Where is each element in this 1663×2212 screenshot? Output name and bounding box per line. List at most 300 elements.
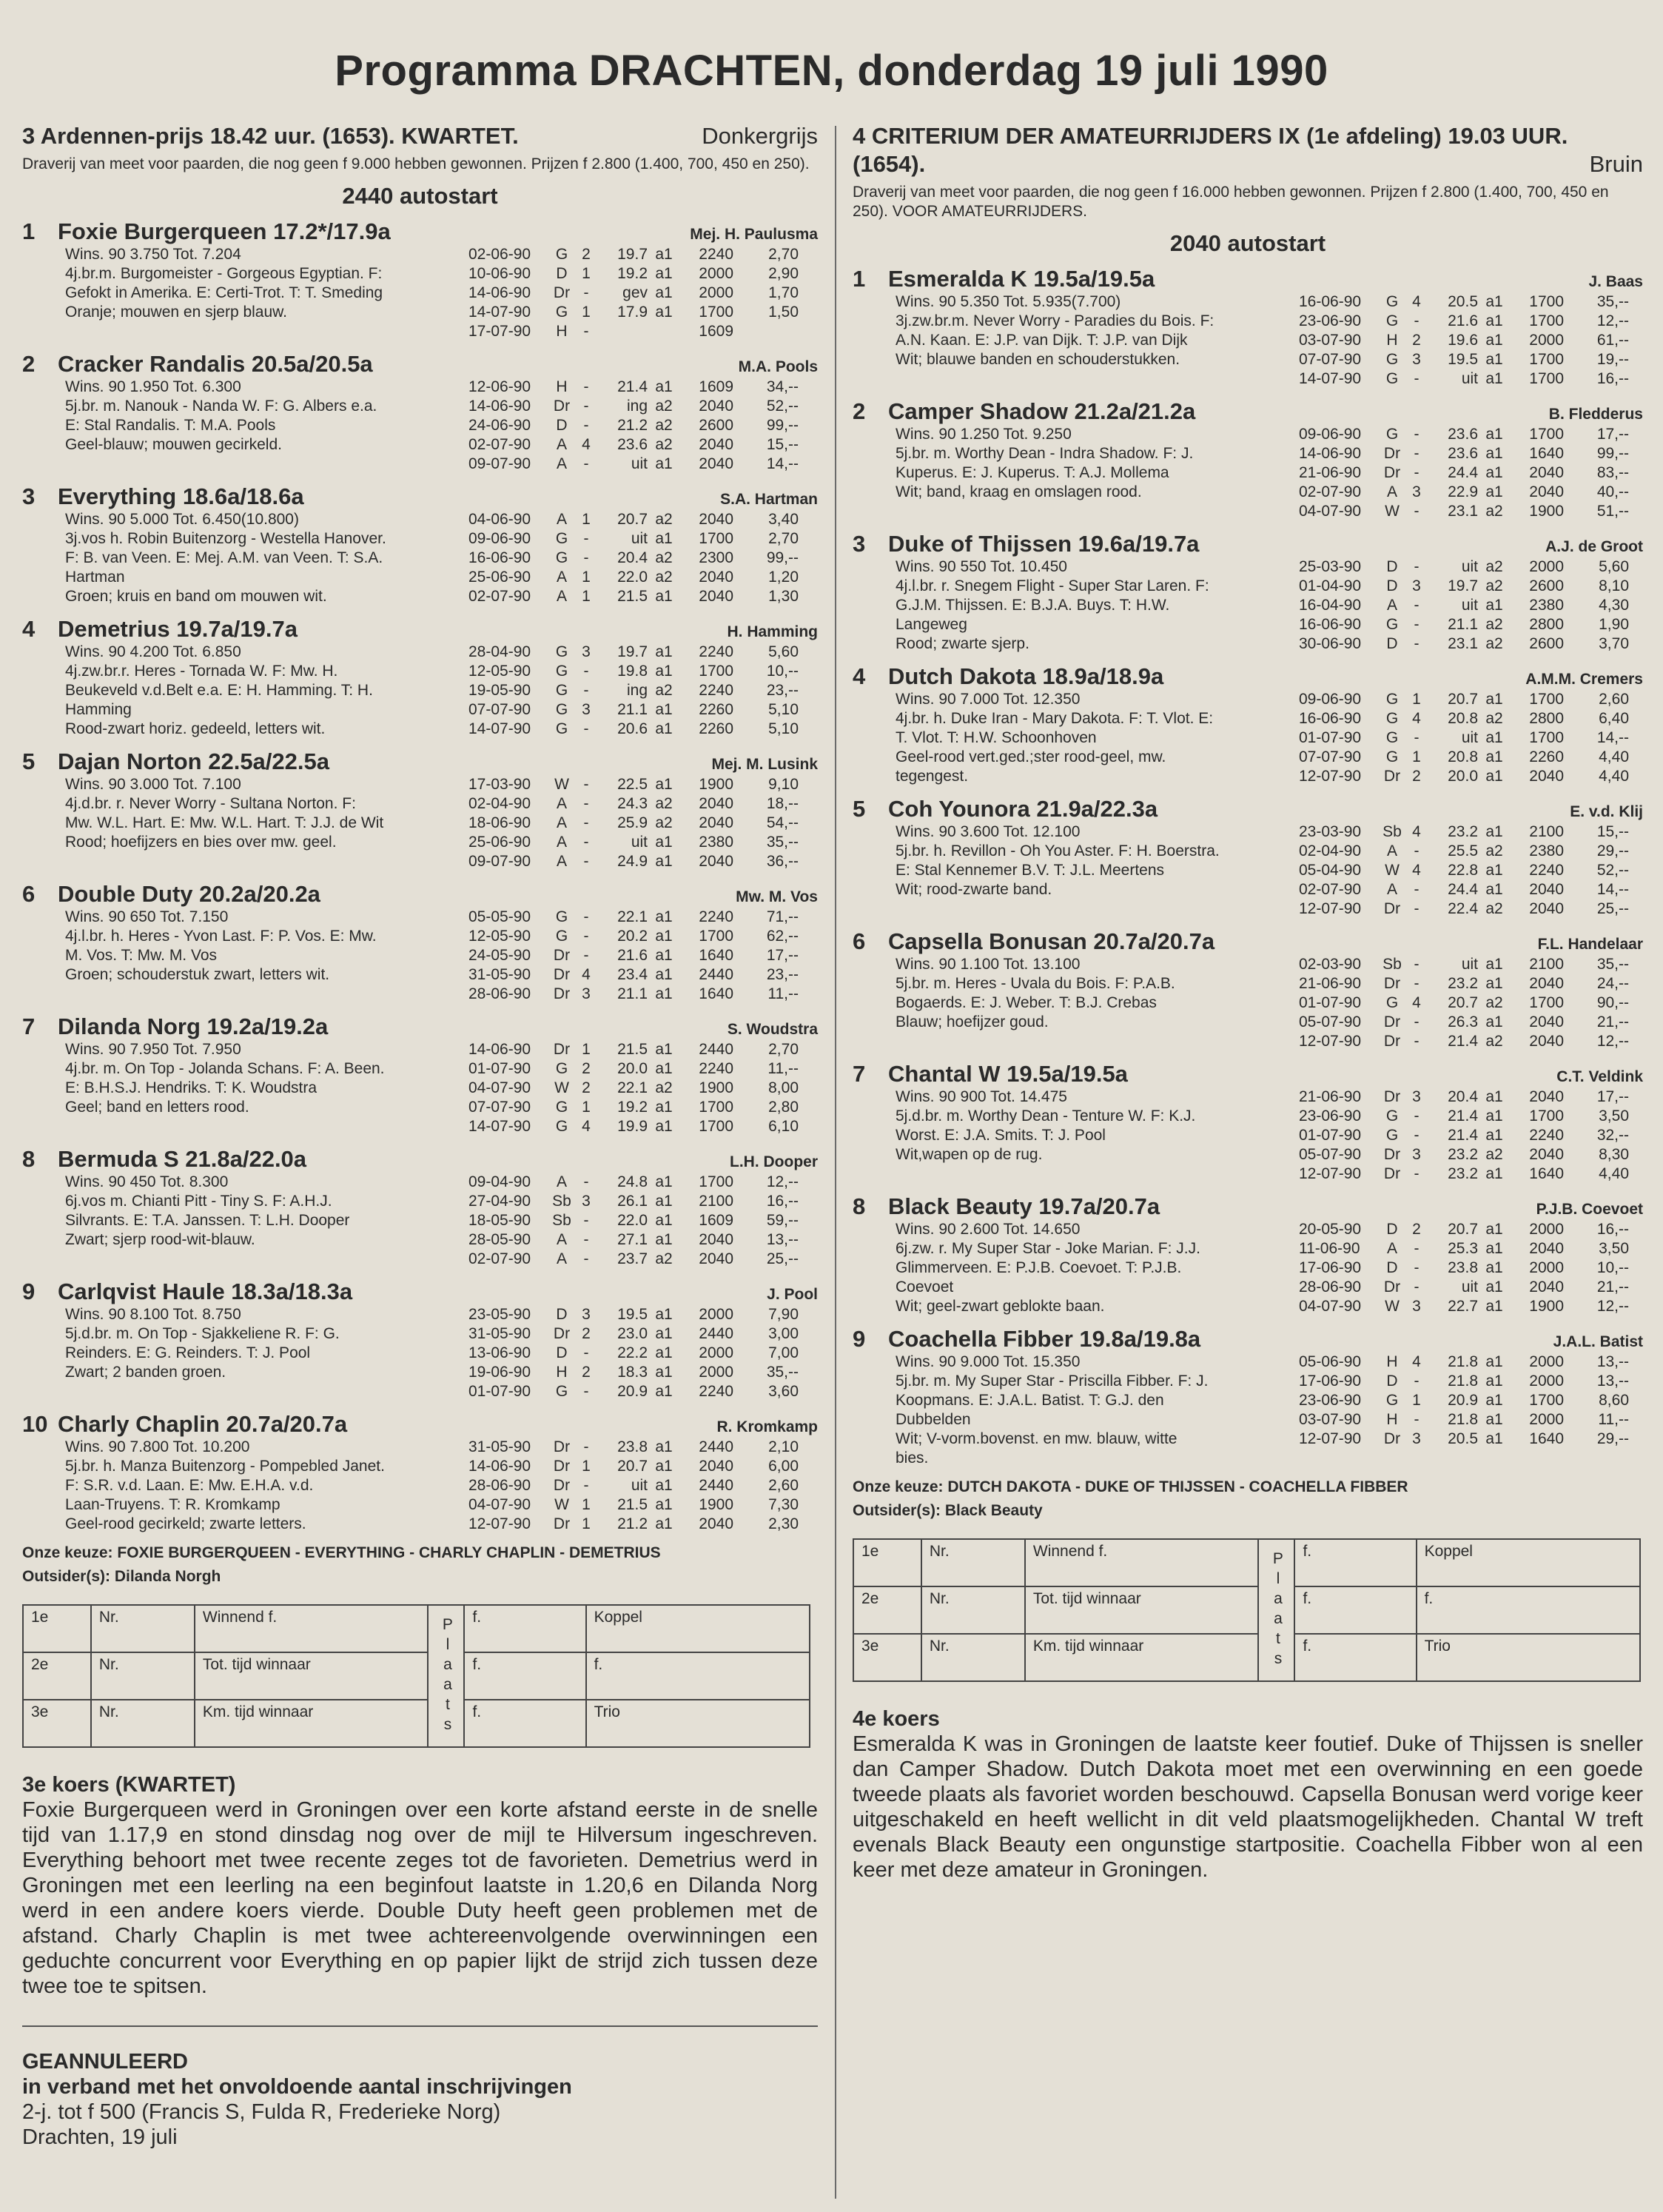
result-distance: 2040 [1529,1146,1564,1163]
result-track: D [556,1344,568,1361]
result-band: a1 [1485,312,1503,329]
result-distance: 2040 [699,588,733,605]
result-odds: 4,30 [1599,597,1629,614]
result-band: a1 [655,1438,673,1455]
horse-results [1299,690,1643,786]
result-row [468,1438,818,1457]
result-position: 4 [1412,1353,1421,1370]
result-distance: 1700 [699,1118,733,1135]
result-distance: 2040 [1529,900,1564,917]
horse-info-line: E: B.H.S.J. Hendriks. T: K. Woudstra [65,1079,318,1096]
result-band: a2 [1485,994,1503,1011]
result-odds: 13,-- [766,1231,799,1248]
result-odds: 2,80 [768,1099,799,1116]
race-heading-text: 4 CRITERIUM DER AMATEURRIJDERS IX (1e afdeling) 19.03 UUR. (1654). [853,123,1568,177]
result-position: - [583,549,589,566]
result-position: - [1414,1278,1420,1296]
result-band: a2 [655,814,673,831]
result-position: - [583,398,589,415]
result-distance: 1900 [699,776,733,793]
horse-body [853,425,1643,521]
comment-text: Esmeralda K was in Groningen de laatste keer foutief. Duke of Thijssen is sneller dan Camper Shadow. Dutch Dakota moet met een overwinning en een goede tweede plaats als favoriet worden beschouwd. Capsella Bonusan werd vorige keer uitgeschakeld en heeft wellicht in dit veld plaatsmogelijkheden. Chantal W treft evenals Black Beauty een ongunstige startpositie. Coachella Fibber won al een keer met deze amateur in Groningen. [853,1732,1643,1882]
result-position: - [583,1212,589,1229]
result-position: - [583,853,589,870]
result-row [1299,1032,1643,1051]
result-row [1299,1430,1643,1449]
result-position: 1 [582,304,591,321]
horse-header [853,663,1643,690]
f-cell: f. [1294,1539,1416,1586]
result-entry-table [853,1538,1641,1682]
result-date: 24-05-90 [468,947,531,964]
label-cell: Km. tijd winnaar [195,1700,428,1747]
column-divider [835,126,836,2199]
horse-info-line: E: Stal Kennemer B.V. T: J.L. Meertens [896,862,1165,879]
horse-info-line: 6j.vos m. Chianti Pitt - Tiny S. F: A.H.J. [65,1193,332,1210]
result-time: 22.1 [617,908,648,925]
horse-info [65,378,468,474]
result-time: 20.4 [1448,1088,1478,1105]
horse-results [1299,557,1643,654]
result-band: a2 [1485,710,1503,727]
result-distance: 2240 [699,1060,733,1077]
result-distance: 1700 [699,304,733,321]
horse-header [853,531,1643,557]
result-row [1299,728,1643,748]
horse-info-line: Wins. 90 8.100 Tot. 8.750 [65,1306,241,1323]
result-band: a1 [655,985,673,1002]
f-cell: f. [464,1605,585,1652]
result-distance: 1700 [1529,691,1564,708]
result-time: 20.6 [617,720,648,737]
result-band: a1 [655,643,673,660]
result-odds: 8,10 [1599,577,1629,594]
result-row [468,322,818,341]
result-time: 19.7 [1448,577,1478,594]
result-time: 19.2 [617,265,648,282]
result-odds: 17,-- [1596,1088,1629,1105]
horse-info [65,1438,468,1534]
result-position: - [1414,1259,1420,1276]
result-band: a1 [655,1212,673,1229]
result-odds: 99,-- [1596,445,1629,462]
horse-name: Esmeralda K 19.5a/19.5a [888,266,1155,292]
horse-results [468,1305,818,1401]
horse-body [853,292,1643,389]
result-row [468,1192,818,1211]
result-time: 23.1 [1448,503,1478,520]
result-time: 22.9 [1448,483,1478,500]
horse-driver: Mej. H. Paulusma [690,226,818,243]
horse-entry [22,616,818,739]
horse-info-line: Wins. 90 550 Tot. 10.450 [896,558,1067,575]
result-odds: 8,60 [1599,1392,1629,1409]
f-cell: f. [1294,1634,1416,1681]
horse-info [896,822,1299,919]
horse-info [896,1220,1299,1316]
result-row [468,643,818,662]
result-odds: 5,60 [768,643,799,660]
result-odds: 14,-- [766,455,799,472]
result-time: uit [1461,1278,1478,1296]
result-date: 21-06-90 [1299,975,1362,992]
horse-body [22,1173,818,1269]
horse-info-line: Koopmans. E: J.A.L. Batist. T: G.J. den [896,1392,1164,1409]
result-time: 21.6 [1448,312,1478,329]
result-track: Dr [1383,1033,1401,1050]
result-time: 20.4 [617,549,648,566]
result-row [1299,861,1643,880]
result-distance: 2240 [1529,862,1564,879]
horse-body [22,378,818,474]
result-time: 20.8 [1448,748,1478,765]
result-track: D [556,417,568,434]
result-row [468,284,818,303]
result-date: 14-06-90 [468,398,531,415]
result-row [468,794,818,814]
result-date: 16-06-90 [1299,293,1362,310]
result-position: 2 [582,1364,591,1381]
horse-driver: S.A. Hartman [720,491,818,508]
place-cell: 3e [853,1634,921,1681]
result-position: 1 [582,1099,591,1116]
horse-driver: C.T. Veldink [1556,1068,1643,1085]
result-odds: 1,20 [768,569,799,586]
result-distance: 2000 [1529,558,1564,575]
result-band: a1 [1485,975,1503,992]
result-position: 3 [582,1306,591,1323]
result-track: A [1386,597,1397,614]
result-odds: 29,-- [1596,842,1629,859]
f-cell: f. [464,1700,585,1747]
result-date: 05-06-90 [1299,1353,1362,1370]
place-cell: 3e [23,1700,91,1747]
result-band: a1 [1485,1392,1503,1409]
result-position: - [1414,370,1420,387]
horse-entry [853,266,1643,389]
result-odds: 32,-- [1596,1127,1629,1144]
result-band: a1 [655,588,673,605]
result-odds: 12,-- [1596,312,1629,329]
result-position: 1 [582,569,591,586]
result-position: - [583,417,589,434]
result-row [1299,822,1643,842]
result-distance: 1700 [1529,293,1564,310]
result-track: Sb [552,1193,571,1210]
result-time: 21.4 [1448,1127,1478,1144]
result-date: 28-06-90 [1299,1278,1362,1296]
result-date: 05-04-90 [1299,862,1362,879]
result-position: - [1414,426,1420,443]
result-odds: 3,70 [1599,635,1629,652]
result-track: G [1385,426,1399,443]
result-band: a1 [1485,483,1503,500]
result-track: G [1385,370,1399,387]
result-date: 09-06-90 [468,530,531,547]
horse-info [65,245,468,341]
horse-driver: B. Fledderus [1548,406,1643,423]
result-odds: 3,50 [1599,1107,1629,1125]
result-date: 20-05-90 [1299,1221,1362,1238]
result-time: uit [631,1477,648,1494]
result-distance: 1700 [1529,351,1564,368]
horse-info-line: bies. [896,1449,929,1467]
outsiders: Outsider(s): Black Beauty [853,1502,1043,1519]
result-distance: 2240 [699,908,733,925]
horse-driver: E. v.d. Klij [1570,803,1643,820]
horse-info-line: 5j.d.br. m. On Top - Sjakkeliene R. F: G. [65,1325,340,1342]
result-track: H [556,323,568,340]
result-time: 24.9 [617,853,648,870]
horse-header [853,928,1643,955]
result-date: 02-07-90 [468,436,531,453]
result-time: 20.9 [1448,1392,1478,1409]
result-band: a1 [1485,293,1503,310]
result-odds: 6,10 [768,1118,799,1135]
result-date: 18-05-90 [468,1212,531,1229]
result-date: 09-04-90 [468,1173,531,1190]
f-cell: f. [464,1652,585,1700]
result-distance: 2000 [699,1364,733,1381]
result-band: a1 [1485,1298,1503,1315]
result-odds: 25,-- [766,1250,799,1267]
result-time: 23.2 [1448,823,1478,840]
result-track: Dr [553,1477,571,1494]
horse-info-line: 5j.d.br. m. Worthy Dean - Tenture W. F: K.J. [896,1107,1196,1125]
result-distance: 2600 [699,417,733,434]
horse-info-line: Kuperus. E: J. Kuperus. T: A.J. Mollema [896,464,1169,481]
horse-name: Demetrius 19.7a/19.7a [58,616,298,642]
result-track: Dr [1383,975,1401,992]
result-time: 25.9 [617,814,648,831]
result-track: A [556,853,567,870]
result-row [468,965,818,985]
race-description: Draverij van meet voor paarden, die nog geen f 9.000 hebben gewonnen. Prijzen f 2.800 (1.400, 700, 450 en 250). [22,155,810,172]
result-date: 02-07-90 [1299,483,1362,500]
comment-text: Foxie Burgerqueen werd in Groningen over een korte afstand eerste in de snelle tijd van 1.17,9 en stond dinsdag nog over de mijl te Hilversum ingeschreven. Everything behoort met twee recente zeges tot de favorieten. Demetrius werd in Groningen met een leerling na een beginfout laatste in 1.20,6 en Dilanda Norg werd in een andere koers vierde. Double Duty heeft geen problemen met de afstand. Charly Chaplin is met twee achtereenvolgende overwinningen een geduchte concurrent voor Everything en op papier lijkt de strijd zich tussen deze twee toe te spitsen. [22,1798,818,1998]
horse-info-line: 5j.br. h. Revillon - Oh You Aster. F: H. Boerstra. [896,842,1220,859]
horse-body [853,690,1643,786]
result-position: - [1414,1013,1420,1030]
result-date: 23-06-90 [1299,312,1362,329]
horse-info [65,1173,468,1269]
result-time: 19.8 [617,663,648,680]
result-time: 17.9 [617,304,648,321]
result-time: 25.5 [1448,842,1478,859]
result-row [1299,369,1643,389]
result-distance: 1700 [1529,312,1564,329]
horse-number: 8 [853,1193,866,1219]
result-time: 20.0 [617,1060,648,1077]
result-track: Dr [1383,1165,1401,1182]
result-position: - [1414,616,1420,633]
result-time: 23.6 [617,436,648,453]
result-time: 23.4 [617,966,648,983]
result-track: Dr [553,1438,571,1455]
result-band: a1 [655,1515,673,1532]
horse-name: Foxie Burgerqueen 17.2*/17.9a [58,218,391,244]
result-track: Dr [553,947,571,964]
result-position: - [1414,1411,1420,1428]
result-row [468,720,818,739]
result-date: 31-05-90 [468,966,531,983]
horse-number: 2 [853,398,866,424]
result-odds: 2,30 [768,1515,799,1532]
horse-number: 3 [853,531,866,557]
comment-title: 3e koers (KWARTET) [22,1773,236,1797]
result-row [1299,1353,1643,1372]
result-date: 12-06-90 [468,378,531,395]
label-cell: Km. tijd winnaar [1025,1634,1258,1681]
horse-results [468,245,818,341]
result-date: 07-07-90 [468,1099,531,1116]
result-time: 21.4 [1448,1107,1478,1125]
result-date: 14-06-90 [468,284,531,301]
result-time: 20.5 [1448,293,1478,310]
result-odds: 7,90 [768,1306,799,1323]
result-position: 4 [582,966,591,983]
result-time: 20.7 [1448,994,1478,1011]
result-distance: 2040 [1529,464,1564,481]
result-band: a2 [655,549,673,566]
result-entry-table [22,1604,810,1748]
result-band: a1 [1485,464,1503,481]
result-row [468,852,818,871]
result-time: 20.8 [1448,710,1478,727]
result-band: a1 [655,1060,673,1077]
horse-info-line: Zwart; 2 banden groen. [65,1364,226,1381]
result-track: Dr [1383,768,1401,785]
result-distance: 2000 [1529,1259,1564,1276]
result-position: - [583,776,589,793]
result-track: Dr [553,1041,571,1058]
result-date: 04-07-90 [1299,503,1362,520]
result-band: a1 [655,1041,673,1058]
result-date: 11-06-90 [1299,1240,1360,1257]
result-date: 13-06-90 [468,1344,531,1361]
result-distance: 2040 [699,853,733,870]
result-date: 14-06-90 [468,1041,531,1058]
result-row [1299,880,1643,899]
horse-info-line: Beukeveld v.d.Belt e.a. E: H. Hamming. T: H. [65,682,373,699]
horse-entry [853,1193,1643,1316]
result-odds: 1,30 [768,588,799,605]
horse-body [22,1438,818,1534]
comment-title: 4e koers [853,1707,940,1731]
horse-driver: L.H. Dooper [730,1153,818,1170]
horse-info-line: Zwart; sjerp rood-wit-blauw. [65,1231,255,1248]
result-row [468,1344,818,1363]
horse-header [22,881,818,908]
result-date: 09-07-90 [468,455,531,472]
result-row [468,397,818,416]
result-band: a2 [655,417,673,434]
result-band: a1 [655,947,673,964]
result-track: G [555,246,568,263]
result-date: 01-07-90 [1299,1127,1362,1144]
result-band: a1 [655,834,673,851]
result-odds: 4,40 [1599,768,1629,785]
result-time: 22.0 [617,569,648,586]
result-position: - [583,663,589,680]
result-row [1299,577,1643,596]
result-time: uit [1461,729,1478,746]
result-date: 31-05-90 [468,1325,531,1342]
result-date: 30-06-90 [1299,635,1362,652]
horse-info [65,510,468,606]
horse-body [22,1040,818,1136]
result-date: 05-05-90 [468,908,531,925]
result-band: a1 [655,1477,673,1494]
result-distance: 2300 [699,549,733,566]
result-track: W [1385,862,1400,879]
result-track: W [554,1079,569,1096]
horse-header [22,748,818,775]
result-track: G [555,643,568,660]
horse-number: 6 [853,928,866,954]
result-position: - [583,1173,589,1190]
result-date: 02-07-90 [1299,881,1362,898]
result-band: a1 [1485,956,1503,973]
result-position: - [1414,1107,1420,1125]
result-date: 25-06-90 [468,834,531,851]
result-date: 02-04-90 [1299,842,1362,859]
horse-info-line: Geel-blauw; mouwen gecirkeld. [65,436,282,453]
horse-driver: Mw. M. Vos [736,888,818,905]
result-distance: 1609 [699,378,733,395]
result-odds: 2,70 [768,246,799,263]
result-track: G [555,720,568,737]
horse-info [65,1040,468,1136]
horse-body [853,955,1643,1051]
result-distance: 2240 [699,1383,733,1400]
result-band: a1 [1485,768,1503,785]
result-row [1299,748,1643,767]
result-odds: 2,60 [768,1477,799,1494]
result-position: - [1414,975,1420,992]
result-position: 2 [582,1079,591,1096]
koppel-cell: Koppel [1417,1539,1640,1586]
plaats-cell: Plaats [1258,1539,1294,1681]
result-date: 23-06-90 [1299,1392,1362,1409]
result-odds: 9,10 [768,776,799,793]
result-distance: 1700 [1529,729,1564,746]
result-position: - [583,928,589,945]
horse-info-line: A.N. Kaan. E: J.P. van Dijk. T: J.P. van Dijk [896,332,1188,349]
result-date: 09-06-90 [1299,426,1362,443]
result-track: G [1385,729,1399,746]
result-position: 1 [1412,691,1421,708]
result-odds: 61,-- [1596,332,1629,349]
result-position: - [583,378,589,395]
result-band: a1 [1485,445,1503,462]
result-band: a2 [655,682,673,699]
horse-info-line: 4j.zw.br.r. Heres - Tornada W. F: Mw. H. [65,663,338,680]
result-date: 19-06-90 [468,1364,531,1381]
horse-info-line: Wit; blauwe banden en schouderstukken. [896,351,1180,368]
result-date: 25-06-90 [468,569,531,586]
result-date: 17-07-90 [468,323,531,340]
result-track: G [1385,1107,1399,1125]
result-date: 02-04-90 [468,795,531,812]
result-time: 26.1 [617,1193,648,1210]
result-track: D [1386,1221,1398,1238]
result-band: a2 [1485,503,1503,520]
result-band: a1 [1485,370,1503,387]
result-distance: 2240 [1529,1127,1564,1144]
horse-name: Coh Younora 21.9a/22.3a [888,796,1158,822]
horse-info-line: 5j.br. m. My Super Star - Priscilla Fibber. F: J. [896,1373,1209,1390]
